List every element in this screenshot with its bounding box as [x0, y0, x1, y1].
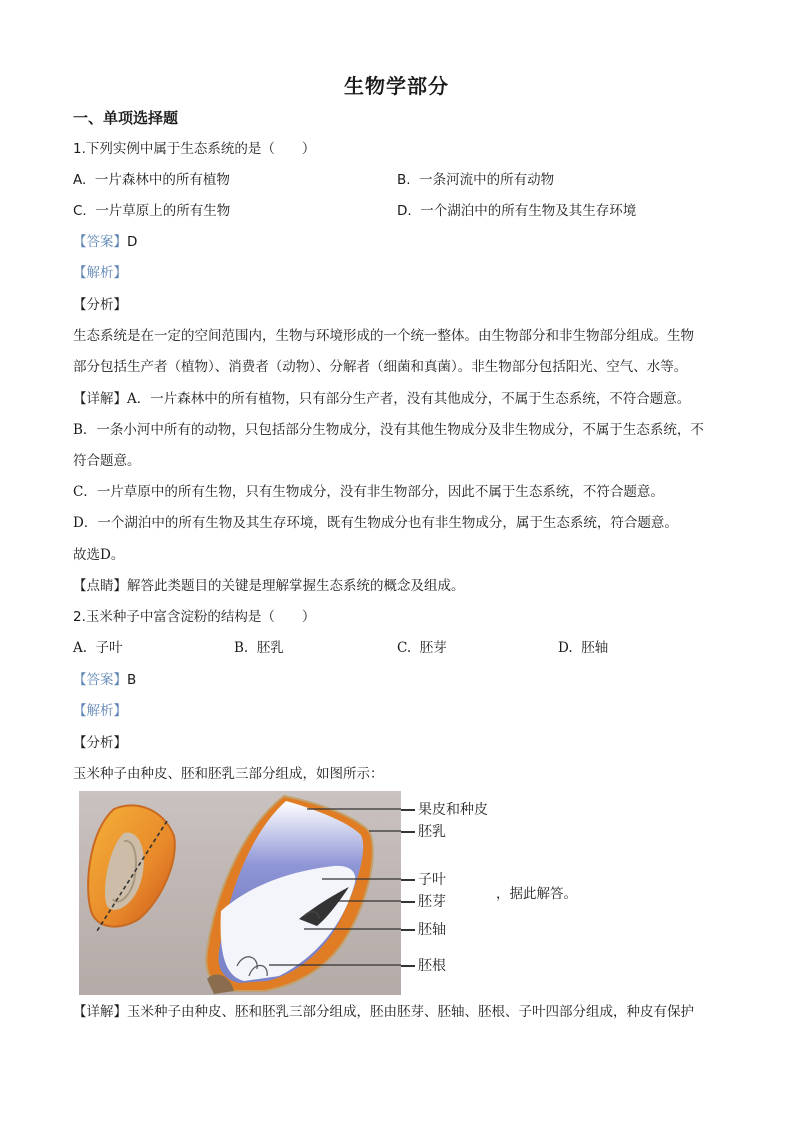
q2-stem: 2.玉米种子中富含淀粉的结构是（ ）	[73, 609, 316, 625]
leader-line	[401, 809, 415, 811]
q1-xiangjie-d: D．一个湖泊中的所有生物及其生存环境，既有生物成分也有非生物成分，属于生态系统，符合题意。	[73, 515, 678, 531]
option-key: D.	[397, 203, 412, 219]
option-key: C.	[73, 203, 87, 219]
option-key: A.	[73, 640, 88, 656]
label-cotyledon: 子叶	[418, 872, 446, 888]
q1-jiexi-tag: 【解析】	[73, 265, 127, 281]
answer-tag: 【答案】	[73, 234, 127, 250]
q2-option-a	[73, 638, 123, 658]
q2-answer	[73, 670, 136, 690]
xiangjie-text: 玉米种子由种皮、胚和胚乳三部分组成，胚由胚芽、胚轴、胚根、子叶四部分组成，种皮有保护	[127, 1004, 694, 1020]
corn-seed-diagram	[79, 791, 499, 995]
dianjing-tag: 【点睛】	[73, 578, 127, 594]
label-plumule: 胚芽	[418, 894, 446, 910]
q1-option-c	[73, 201, 230, 221]
q1-xiangjie-b2: 符合题意。	[73, 453, 141, 469]
q1-xiangjie-a	[73, 389, 690, 409]
q1-option-d	[397, 201, 636, 221]
q2-xiangjie	[73, 1002, 694, 1022]
corn-seed-drawing	[79, 791, 401, 995]
q1-answer	[73, 232, 137, 252]
option-text: 一片森林中的所有植物	[94, 172, 230, 188]
label-pericarp-seed-coat: 果皮和种皮	[418, 802, 488, 818]
q2-option-d	[558, 638, 608, 658]
option-key: A.	[73, 172, 87, 188]
figure-tail-text: ，据此解答。	[496, 886, 577, 902]
q2-option-c	[397, 638, 447, 658]
q1-fenxi-line1: 生态系统是在一定的空间范围内，生物与环境形成的一个统一整体。由生物部分和非生物部分组成。生物	[73, 328, 694, 344]
q1-dianjing	[73, 576, 465, 596]
leader-line	[401, 965, 415, 967]
option-key: D.	[558, 640, 573, 656]
option-text: 胚乳	[256, 640, 284, 656]
q2-fenxi-tag: 【分析】	[73, 735, 127, 751]
answer-value: B	[127, 672, 137, 688]
option-text: 一条河流中的所有动物	[419, 172, 555, 188]
leader-line	[401, 831, 415, 833]
leader-line	[401, 929, 415, 931]
q1-fenxi-tag: 【分析】	[73, 297, 127, 313]
xiangjie-text: A．一片森林中的所有植物，只有部分生产者，没有其他成分，不属于生态系统，不符合题意。	[127, 391, 691, 407]
q2-jiexi-tag: 【解析】	[73, 703, 127, 719]
q1-xiangjie-b1: B．一条小河中所有的动物，只包括部分生物成分，没有其他生物成分及非生物成分，不属于生态系统，不	[73, 422, 704, 438]
answer-value: D	[127, 234, 138, 250]
q1-conclusion: 故选D。	[73, 547, 125, 563]
q1-stem: 1.下列实例中属于生态系统的是（ ）	[73, 141, 316, 157]
leader-line	[401, 901, 415, 903]
option-text: 胚轴	[581, 640, 609, 656]
xiangjie-tag: 【详解】	[73, 1004, 127, 1020]
label-hypocotyl: 胚轴	[418, 922, 446, 938]
q2-option-b	[234, 638, 284, 658]
label-radicle: 胚根	[418, 958, 446, 974]
option-text: 一片草原上的所有生物	[95, 203, 231, 219]
answer-tag: 【答案】	[73, 672, 127, 688]
option-text: 胚芽	[419, 640, 447, 656]
option-key: B.	[397, 172, 411, 188]
q1-option-a	[73, 170, 230, 190]
leader-line	[401, 879, 415, 881]
option-text: 一个湖泊中的所有生物及其生存环境	[420, 203, 637, 219]
option-key: C.	[397, 640, 412, 656]
dianjing-text: 解答此类题目的关键是理解掌握生态系统的概念及组成。	[127, 578, 465, 594]
q1-xiangjie-c: C．一片草原中的所有生物，只有生物成分，没有非生物部分，因此不属于生态系统，不符合题意。	[73, 484, 664, 500]
option-text: 子叶	[95, 640, 123, 656]
xiangjie-tag: 【详解】	[73, 391, 127, 407]
option-key: B.	[234, 640, 249, 656]
corn-seed-illustration	[79, 791, 401, 995]
q1-fenxi-line2: 部分包括生产者（植物）、消费者（动物）、分解者（细菌和真菌）。非生物部分包括阳光、空气、水等。	[73, 359, 688, 375]
label-endosperm: 胚乳	[418, 824, 446, 840]
section-heading: 一、单项选择题	[73, 109, 179, 127]
q1-option-b	[397, 170, 554, 190]
q2-fenxi-text: 玉米种子由种皮、胚和胚乳三部分组成，如图所示：	[73, 766, 384, 782]
page-title: 生物学部分	[344, 74, 449, 98]
